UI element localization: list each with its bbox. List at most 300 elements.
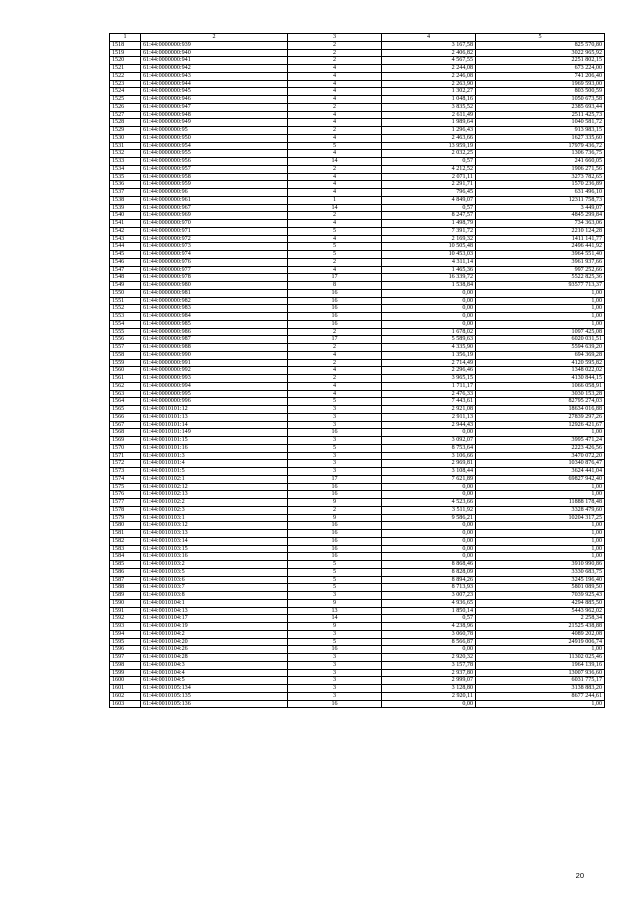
- cadastral-value-cell: 3138 883,20: [476, 685, 605, 693]
- cadastral-value-table: [109, 33, 605, 708]
- area-value-cell: 2 246,08: [382, 72, 476, 80]
- group-code-cell: 16: [288, 537, 382, 545]
- cadastral-number-cell: 61:44:0010104:4: [141, 669, 288, 677]
- row-number-cell: 1598: [110, 661, 141, 669]
- table-row: [110, 623, 605, 631]
- group-code-cell: 5: [288, 227, 382, 235]
- table-row: [110, 181, 605, 189]
- table-row: [110, 475, 605, 483]
- cadastral-value-cell: 2511 425,73: [476, 111, 605, 119]
- cadastral-value-cell: 1964 139,16: [476, 661, 605, 669]
- table-row: [110, 41, 605, 49]
- row-number-cell: 1574: [110, 475, 141, 483]
- cadastral-number-cell: 61:44:0010103:12: [141, 522, 288, 530]
- area-value-cell: 0,00: [382, 553, 476, 561]
- table-row: [110, 243, 605, 251]
- cadastral-value-cell: 1,00: [476, 553, 605, 561]
- area-value-cell: 0,00: [382, 530, 476, 538]
- row-number-cell: 1524: [110, 88, 141, 96]
- cadastral-number-cell: 61:44:0000000:949: [141, 119, 288, 127]
- cadastral-value-cell: 4130 844,15: [476, 375, 605, 383]
- row-number-cell: 1586: [110, 568, 141, 576]
- row-number-cell: 1548: [110, 274, 141, 282]
- cadastral-value-cell: 4845 299,84: [476, 212, 605, 220]
- cadastral-number-cell: 61:44:0000000:96: [141, 189, 288, 197]
- table-row: [110, 320, 605, 328]
- area-value-cell: 2 920,32: [382, 654, 476, 662]
- row-number-cell: 1522: [110, 72, 141, 80]
- cadastral-value-cell: 8677 244,61: [476, 692, 605, 700]
- cadastral-value-cell: 21525 438,88: [476, 623, 605, 631]
- row-number-cell: 1589: [110, 592, 141, 600]
- row-number-cell: 1535: [110, 173, 141, 181]
- group-code-cell: 1: [288, 196, 382, 204]
- group-code-cell: 4: [288, 119, 382, 127]
- cadastral-number-cell: 61:44:0000000:973: [141, 243, 288, 251]
- table-row: [110, 80, 605, 88]
- cadastral-value-cell: 997 252,66: [476, 266, 605, 274]
- cadastral-value-cell: 1,00: [476, 700, 605, 708]
- cadastral-number-cell: 61:44:0010105:135: [141, 692, 288, 700]
- group-code-cell: 9: [288, 623, 382, 631]
- table-row: [110, 382, 605, 390]
- group-code-cell: 2: [288, 103, 382, 111]
- area-value-cell: 8 753,64: [382, 444, 476, 452]
- row-number-cell: 1602: [110, 692, 141, 700]
- group-code-cell: 2: [288, 165, 382, 173]
- group-code-cell: 4: [288, 111, 382, 119]
- group-code-cell: 17: [288, 336, 382, 344]
- area-value-cell: 8 868,46: [382, 561, 476, 569]
- cadastral-value-cell: 82795 274,03: [476, 398, 605, 406]
- cadastral-number-cell: 61:44:0000000:959: [141, 181, 288, 189]
- table-row: [110, 630, 605, 638]
- area-value-cell: 0,57: [382, 158, 476, 166]
- table-row: [110, 700, 605, 708]
- group-code-cell: 5: [288, 568, 382, 576]
- cadastral-value-cell: 3470 072,20: [476, 452, 605, 460]
- row-number-cell: 1543: [110, 235, 141, 243]
- table-row: [110, 289, 605, 297]
- table-row: [110, 134, 605, 142]
- cadastral-value-cell: 27839 297,26: [476, 413, 605, 421]
- area-value-cell: 2 714,49: [382, 359, 476, 367]
- cadastral-value-cell: 1,00: [476, 545, 605, 553]
- row-number-cell: 1557: [110, 344, 141, 352]
- table-row: [110, 49, 605, 57]
- group-code-cell: 16: [288, 545, 382, 553]
- area-value-cell: 10 505,48: [382, 243, 476, 251]
- cadastral-number-cell: 61:44:0010104:17: [141, 615, 288, 623]
- area-value-cell: 0,00: [382, 320, 476, 328]
- cadastral-value-cell: 1906 271,56: [476, 165, 605, 173]
- cadastral-value-cell: 2 258,34: [476, 615, 605, 623]
- table-row: [110, 189, 605, 197]
- row-number-cell: 1594: [110, 630, 141, 638]
- group-code-cell: 3: [288, 669, 382, 677]
- group-code-cell: 16: [288, 553, 382, 561]
- cadastral-value-cell: 1,00: [476, 491, 605, 499]
- group-code-cell: 4: [288, 382, 382, 390]
- cadastral-value-cell: 2385 693,44: [476, 103, 605, 111]
- cadastral-number-cell: 61:44:0000000:958: [141, 173, 288, 181]
- cadastral-value-cell: 3273 782,65: [476, 173, 605, 181]
- group-code-cell: 3: [288, 452, 382, 460]
- row-number-cell: 1541: [110, 220, 141, 228]
- area-value-cell: 1 356,19: [382, 351, 476, 359]
- area-value-cell: 0,00: [382, 429, 476, 437]
- group-code-cell: 5: [288, 142, 382, 150]
- table-row: [110, 367, 605, 375]
- group-code-cell: 2: [288, 212, 382, 220]
- cadastral-number-cell: 61:44:0000000:942: [141, 65, 288, 73]
- cadastral-value-cell: 913 983,15: [476, 127, 605, 135]
- table-row: [110, 545, 605, 553]
- table-row: [110, 127, 605, 135]
- area-value-cell: 7 621,89: [382, 475, 476, 483]
- table-row: [110, 103, 605, 111]
- cadastral-number-cell: 61:44:0010101:16: [141, 444, 288, 452]
- column-header-5: 5: [476, 34, 605, 42]
- area-value-cell: 0,00: [382, 522, 476, 530]
- area-value-cell: 10 453,03: [382, 251, 476, 259]
- area-value-cell: 0,00: [382, 700, 476, 708]
- row-number-cell: 1540: [110, 212, 141, 220]
- group-code-cell: 4: [288, 390, 382, 398]
- cadastral-number-cell: 61:44:0010101:4: [141, 460, 288, 468]
- table-row: [110, 375, 605, 383]
- table-row: [110, 165, 605, 173]
- table-row: [110, 305, 605, 313]
- table-row: [110, 328, 605, 336]
- group-code-cell: 14: [288, 158, 382, 166]
- group-code-cell: 5: [288, 561, 382, 569]
- group-code-cell: 16: [288, 646, 382, 654]
- table-row: [110, 530, 605, 538]
- cadastral-value-cell: 1570 236,89: [476, 181, 605, 189]
- group-code-cell: 4: [288, 173, 382, 181]
- table-row: [110, 576, 605, 584]
- group-code-cell: 4: [288, 266, 382, 274]
- cadastral-number-cell: 61:44:0010104:3: [141, 661, 288, 669]
- group-code-cell: 16: [288, 305, 382, 313]
- group-code-cell: 16: [288, 700, 382, 708]
- area-value-cell: 0,00: [382, 289, 476, 297]
- cadastral-value-cell: 3910 990,86: [476, 561, 605, 569]
- row-number-cell: 1527: [110, 111, 141, 119]
- cadastral-value-cell: 1097 425,08: [476, 328, 605, 336]
- group-code-cell: 4: [288, 134, 382, 142]
- cadastral-value-cell: 5594 639,20: [476, 344, 605, 352]
- table-row: [110, 646, 605, 654]
- group-code-cell: 5: [288, 251, 382, 259]
- group-code-cell: 17: [288, 475, 382, 483]
- group-code-cell: 3: [288, 437, 382, 445]
- row-number-cell: 1562: [110, 382, 141, 390]
- row-number-cell: 1587: [110, 576, 141, 584]
- group-code-cell: 2: [288, 359, 382, 367]
- area-value-cell: 2 920,11: [382, 692, 476, 700]
- table-row: [110, 677, 605, 685]
- table-row: [110, 537, 605, 545]
- cadastral-number-cell: 61:44:0010104:28: [141, 654, 288, 662]
- group-code-cell: 8: [288, 282, 382, 290]
- group-code-cell: 5: [288, 638, 382, 646]
- area-value-cell: 0,00: [382, 537, 476, 545]
- row-number-cell: 1530: [110, 134, 141, 142]
- row-number-cell: 1573: [110, 468, 141, 476]
- cadastral-number-cell: 61:44:0010103:14: [141, 537, 288, 545]
- cadastral-value-cell: 3328 479,60: [476, 506, 605, 514]
- cadastral-value-cell: 13007 936,60: [476, 669, 605, 677]
- group-code-cell: 3: [288, 630, 382, 638]
- cadastral-number-cell: 61:44:0010101:12: [141, 406, 288, 414]
- cadastral-value-cell: 1,00: [476, 646, 605, 654]
- row-number-cell: 1533: [110, 158, 141, 166]
- table-row: [110, 196, 605, 204]
- cadastral-number-cell: 61:44:0010102:2: [141, 499, 288, 507]
- group-code-cell: 4: [288, 189, 382, 197]
- row-number-cell: 1600: [110, 677, 141, 685]
- row-number-cell: 1564: [110, 398, 141, 406]
- row-number-cell: 1526: [110, 103, 141, 111]
- table-row: [110, 406, 605, 414]
- cadastral-value-cell: 10204 317,25: [476, 514, 605, 522]
- row-number-cell: 1544: [110, 243, 141, 251]
- table-row: [110, 227, 605, 235]
- row-number-cell: 1570: [110, 444, 141, 452]
- row-number-cell: 1593: [110, 623, 141, 631]
- group-code-cell: 5: [288, 584, 382, 592]
- row-number-cell: 1597: [110, 654, 141, 662]
- table-row: [110, 553, 605, 561]
- table-row: [110, 568, 605, 576]
- cadastral-number-cell: 61:44:0000000:943: [141, 72, 288, 80]
- area-value-cell: 3 092,07: [382, 437, 476, 445]
- table-header-row: [110, 34, 605, 42]
- cadastral-number-cell: 61:44:0010103:8: [141, 592, 288, 600]
- group-code-cell: 16: [288, 289, 382, 297]
- cadastral-number-cell: 61:44:0000000:984: [141, 313, 288, 321]
- cadastral-number-cell: 61:44:0010103:15: [141, 545, 288, 553]
- row-number-cell: 1579: [110, 514, 141, 522]
- cadastral-value-cell: 1040 581,72: [476, 119, 605, 127]
- row-number-cell: 1521: [110, 65, 141, 73]
- area-value-cell: 4 523,66: [382, 499, 476, 507]
- area-value-cell: 2 937,80: [382, 669, 476, 677]
- cadastral-number-cell: 61:44:0010103:1: [141, 514, 288, 522]
- area-value-cell: 4 311,14: [382, 258, 476, 266]
- table-row: [110, 142, 605, 150]
- group-code-cell: 3: [288, 468, 382, 476]
- cadastral-value-cell: 1066 058,91: [476, 382, 605, 390]
- area-value-cell: 1 465,36: [382, 266, 476, 274]
- cadastral-value-cell: 803 500,59: [476, 88, 605, 96]
- row-number-cell: 1552: [110, 305, 141, 313]
- group-code-cell: 4: [288, 150, 382, 158]
- cadastral-number-cell: 61:44:0010101:5: [141, 468, 288, 476]
- page-number: 20: [575, 871, 584, 880]
- area-value-cell: 8 247,57: [382, 212, 476, 220]
- table-row: [110, 351, 605, 359]
- table-row: [110, 429, 605, 437]
- group-code-cell: 4: [288, 65, 382, 73]
- table-row: [110, 468, 605, 476]
- table-row: [110, 88, 605, 96]
- row-number-cell: 1519: [110, 49, 141, 57]
- area-value-cell: 2 463,66: [382, 134, 476, 142]
- area-value-cell: 0,00: [382, 545, 476, 553]
- table-row: [110, 359, 605, 367]
- area-value-cell: 0,57: [382, 615, 476, 623]
- area-value-cell: 16 339,72: [382, 274, 476, 282]
- cadastral-value-cell: 7039 925,43: [476, 592, 605, 600]
- area-value-cell: 3 835,52: [382, 103, 476, 111]
- cadastral-value-cell: 673 224,00: [476, 65, 605, 73]
- area-value-cell: 2 296,46: [382, 367, 476, 375]
- cadastral-value-cell: 6031 775,17: [476, 677, 605, 685]
- cadastral-number-cell: 61:44:0000000:980: [141, 282, 288, 290]
- cadastral-value-cell: 1,00: [476, 320, 605, 328]
- area-value-cell: 4 936,65: [382, 599, 476, 607]
- cadastral-number-cell: 61:44:0010103:7: [141, 584, 288, 592]
- cadastral-number-cell: 61:44:0000000:950: [141, 134, 288, 142]
- cadastral-number-cell: 61:44:0000000:970: [141, 220, 288, 228]
- area-value-cell: 3 060,78: [382, 630, 476, 638]
- row-number-cell: 1549: [110, 282, 141, 290]
- area-value-cell: 3 007,23: [382, 592, 476, 600]
- table-row: [110, 344, 605, 352]
- cadastral-number-cell: 61:44:0010104:26: [141, 646, 288, 654]
- table-row: [110, 437, 605, 445]
- table-row: [110, 654, 605, 662]
- group-code-cell: 2: [288, 49, 382, 57]
- table-row: [110, 592, 605, 600]
- area-value-cell: 0,57: [382, 204, 476, 212]
- row-number-cell: 1553: [110, 313, 141, 321]
- cadastral-number-cell: 61:44:0000000:996: [141, 398, 288, 406]
- cadastral-number-cell: 61:44:0010104:5: [141, 677, 288, 685]
- cadastral-number-cell: 61:44:0000000:990: [141, 351, 288, 359]
- cadastral-number-cell: 61:44:0000000:945: [141, 88, 288, 96]
- area-value-cell: 1 048,16: [382, 96, 476, 104]
- cadastral-number-cell: 61:44:0000000:95: [141, 127, 288, 135]
- area-value-cell: 2 071,11: [382, 173, 476, 181]
- row-number-cell: 1581: [110, 530, 141, 538]
- area-value-cell: 2 476,33: [382, 390, 476, 398]
- row-number-cell: 1532: [110, 150, 141, 158]
- area-value-cell: 1 678,02: [382, 328, 476, 336]
- row-number-cell: 1537: [110, 189, 141, 197]
- area-value-cell: 4 567,55: [382, 57, 476, 65]
- row-number-cell: 1575: [110, 483, 141, 491]
- area-value-cell: 3 965,15: [382, 375, 476, 383]
- table-row: [110, 251, 605, 259]
- group-code-cell: 3: [288, 413, 382, 421]
- cadastral-value-cell: 1,00: [476, 305, 605, 313]
- row-number-cell: 1550: [110, 289, 141, 297]
- group-code-cell: 16: [288, 522, 382, 530]
- table-row: [110, 398, 605, 406]
- row-number-cell: 1542: [110, 227, 141, 235]
- table-row: [110, 158, 605, 166]
- group-code-cell: 16: [288, 530, 382, 538]
- area-value-cell: 4 849,07: [382, 196, 476, 204]
- cadastral-number-cell: 61:44:0000000:986: [141, 328, 288, 336]
- row-number-cell: 1565: [110, 406, 141, 414]
- cadastral-value-cell: 241 660,05: [476, 158, 605, 166]
- table-row: [110, 685, 605, 693]
- cadastral-value-cell: 11888 178,48: [476, 499, 605, 507]
- group-code-cell: 16: [288, 429, 382, 437]
- cadastral-number-cell: 61:44:0010101:14: [141, 421, 288, 429]
- table-row: [110, 452, 605, 460]
- row-number-cell: 1595: [110, 638, 141, 646]
- row-number-cell: 1551: [110, 297, 141, 305]
- group-code-cell: 3: [288, 661, 382, 669]
- cadastral-value-cell: 3245 196,40: [476, 576, 605, 584]
- area-value-cell: 0,00: [382, 646, 476, 654]
- area-value-cell: 0,00: [382, 491, 476, 499]
- cadastral-number-cell: 61:44:0000000:988: [141, 344, 288, 352]
- cadastral-number-cell: 61:44:0000000:946: [141, 96, 288, 104]
- table-row: [110, 661, 605, 669]
- table-row: [110, 65, 605, 73]
- column-header-3: 3: [288, 34, 382, 42]
- cadastral-value-cell: 3 449,07: [476, 204, 605, 212]
- table-row: [110, 390, 605, 398]
- group-code-cell: 2: [288, 328, 382, 336]
- group-code-cell: 13: [288, 607, 382, 615]
- cadastral-value-cell: 4294 885,50: [476, 599, 605, 607]
- cadastral-number-cell: 61:44:0000000:977: [141, 266, 288, 274]
- column-header-1: 1: [110, 34, 141, 42]
- group-code-cell: 4: [288, 220, 382, 228]
- cadastral-number-cell: 61:44:0010103:2: [141, 561, 288, 569]
- row-number-cell: 1583: [110, 545, 141, 553]
- cadastral-number-cell: 61:44:0000000:941: [141, 57, 288, 65]
- area-value-cell: 2 169,32: [382, 235, 476, 243]
- row-number-cell: 1577: [110, 499, 141, 507]
- group-code-cell: 3: [288, 654, 382, 662]
- cadastral-number-cell: 61:44:0010104:19: [141, 623, 288, 631]
- cadastral-value-cell: 4120 595,82: [476, 359, 605, 367]
- row-number-cell: 1528: [110, 119, 141, 127]
- cadastral-number-cell: 61:44:0000000:969: [141, 212, 288, 220]
- area-value-cell: 4 238,96: [382, 623, 476, 631]
- area-value-cell: 3 106,66: [382, 452, 476, 460]
- table-row: [110, 274, 605, 282]
- cadastral-number-cell: 61:44:0000000:991: [141, 359, 288, 367]
- cadastral-value-cell: 12926 421,67: [476, 421, 605, 429]
- group-code-cell: 16: [288, 320, 382, 328]
- cadastral-number-cell: 61:44:0000000:976: [141, 258, 288, 266]
- area-value-cell: 2 032,25: [382, 150, 476, 158]
- table-row: [110, 220, 605, 228]
- column-header-4: 4: [382, 34, 476, 42]
- cadastral-value-cell: 18634 016,88: [476, 406, 605, 414]
- area-value-cell: 5 589,63: [382, 336, 476, 344]
- table-row: [110, 282, 605, 290]
- row-number-cell: 1603: [110, 700, 141, 708]
- cadastral-value-cell: 3022 965,92: [476, 49, 605, 57]
- cadastral-number-cell: 61:44:0010103:6: [141, 576, 288, 584]
- table-row: [110, 483, 605, 491]
- area-value-cell: 7 443,61: [382, 398, 476, 406]
- group-code-cell: 4: [288, 72, 382, 80]
- area-value-cell: 3 511,92: [382, 506, 476, 514]
- area-value-cell: 2 944,43: [382, 421, 476, 429]
